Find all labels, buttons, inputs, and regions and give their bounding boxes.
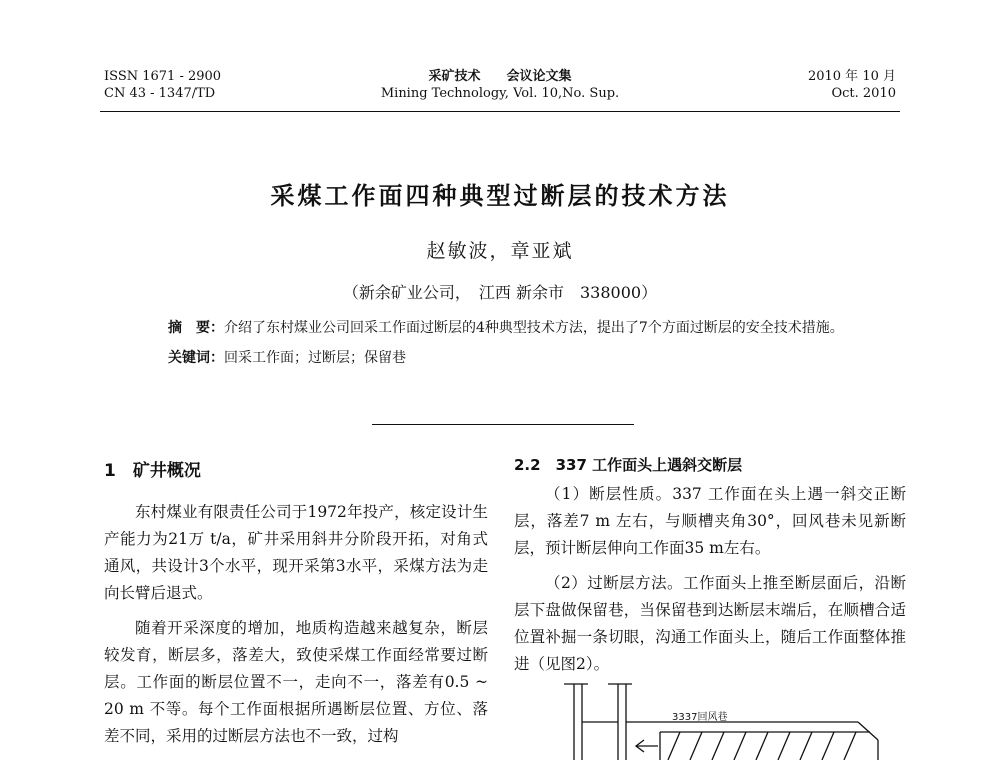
keywords-text: 回采工作面；过断层；保留巷	[224, 350, 406, 366]
subsection-heading-2-2: 2.2 337 工作面头上遇斜交断层	[514, 456, 743, 474]
section-heading-1: 1 矿井概况	[104, 461, 201, 481]
header-right	[808, 68, 896, 102]
cn-number: CN 43 - 1347/TD	[104, 86, 216, 101]
page-header	[104, 68, 896, 114]
date-en: Oct. 2010	[831, 86, 896, 101]
paragraph: （1）断层性质。337 工作面在头上遇一斜交正断层，落差7 m 左右，与顺槽夹角30°，回风巷未见新断层，预计断层伸向工作面35 m左右。	[514, 485, 906, 557]
abstract-text: 介绍了东村煤业公司回采工作面过断层的4种典型技术方法，提出了7个方面过断层的安全技术措施。	[224, 320, 844, 336]
paragraph: 随着开采深度的增加，地质构造越来越复杂，断层较发育，断层多，落差大，致使采煤工作面经常要过断层。工作面的断层位置不一，走向不一，落差有0.5 ~ 20 m 不等。每个工作面根据所遇断层位置、方位、落差不同，采用的过断层方法也不一致，过构	[104, 619, 488, 745]
figure-label: 3337回风巷	[672, 712, 728, 723]
abstract	[168, 316, 848, 370]
issn: ISSN 1671 - 2900	[104, 69, 222, 84]
left-column	[104, 452, 488, 758]
journal-name-en: Mining Technology, Vol. 10,No. Sup.	[380, 86, 620, 101]
keywords-label: 关键词：	[168, 350, 224, 366]
affiliation: （新余矿业公司， 江西 新余市 338000）	[342, 283, 658, 302]
keywords	[168, 346, 848, 370]
journal-name-cn: 采矿技术 会议论文集	[428, 69, 572, 84]
separator-rule	[372, 424, 634, 425]
abstract-body	[168, 316, 848, 340]
abstract-label: 摘 要：	[168, 320, 224, 336]
header-rule	[100, 111, 900, 112]
authors: 赵敏波，章亚斌	[426, 240, 574, 262]
right-column	[514, 452, 906, 686]
paper-title: 采煤工作面四种典型过断层的技术方法	[270, 182, 730, 210]
figure-2	[560, 672, 890, 760]
header-center	[104, 68, 896, 102]
paragraph: （2）过断层方法。工作面头上推至断层面后，沿断层下盘做保留巷，当保留巷到达断层末端后，在顺槽合适位置补掘一条切眼，沟通工作面头上，随后工作面整体推进（见图2）。	[514, 574, 906, 673]
date-cn: 2010 年 10 月	[807, 69, 896, 84]
paragraph: 东村煤业有限责任公司于1972年投产，核定设计生产能力为21万 t/a，矿井采用斜井分阶段开拓，对角式通风，共设计3个水平，现开采第3水平，采煤方法为走向长臂后退式。	[104, 503, 488, 602]
